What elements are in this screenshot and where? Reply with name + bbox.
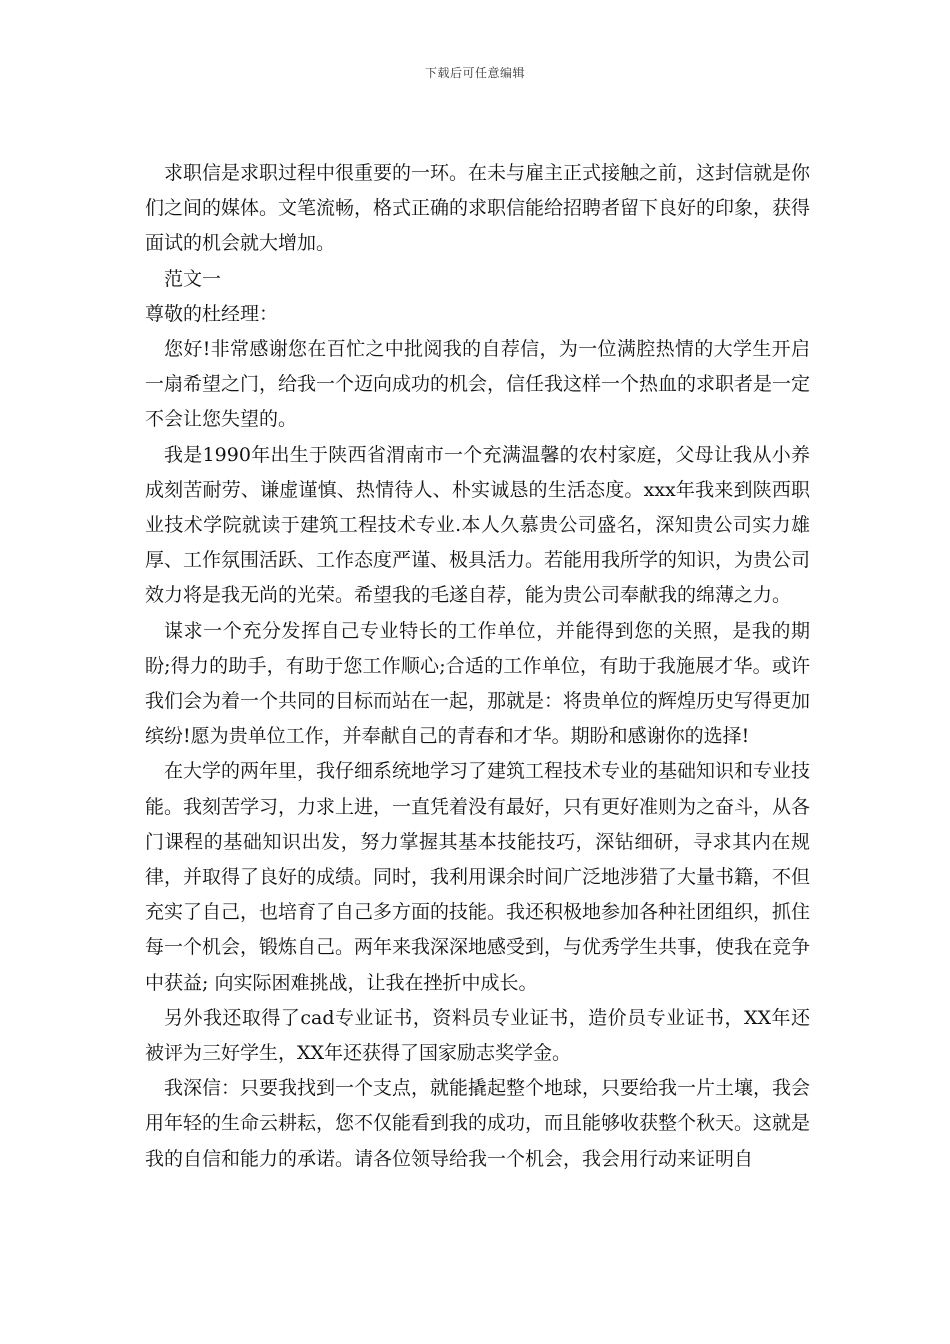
document-body: [145, 156, 810, 1177]
sample-heading: 范文一: [164, 267, 222, 290]
greeting-paragraph: 您好!非常感谢您在百忙之中批阅我的自荐信，为一位满腔热情的大学生开启一扇希望之门，给我一个迈向成功的机会，信任我这样一个热血的求职者是一定不会让您失望的。: [145, 338, 811, 431]
closing-paragraph: 我深信：只要我找到一个支点，就能撬起整个地球，只要给我一片土壤，我会用年轻的生命云耕耘，您不仅能看到我的成功，而且能够收获整个秋天。这就是我的自信和能力的承诺。请各位领导给我一个机会，我会用行动来证明自: [145, 1077, 811, 1170]
background-paragraph: 我是1990年出生于陕西省渭南市一个充满温馨的农村家庭，父母让我从小养成刻苦耐劳、谦虚谨慎、热情待人、朴实诚恳的生活态度。xxx年我来到陕西职业技术学院就读于建筑工程技术专业.本人久慕贵公司盛名，深知贵公司实力雄厚、工作氛围活跃、工作态度严谨、极具活力。若能用我所学的知识，为贵公司效力将是我无尚的光荣。希望我的毛遂自荐，能为贵公司奉献我的绵薄之力。: [145, 443, 811, 607]
page-header: 下载后可任意编辑: [424, 66, 525, 80]
intro-paragraph: 求职信是求职过程中很重要的一环。在未与雇主正式接触之前，这封信就是你们之间的媒体。文笔流畅，格式正确的求职信能给招聘者留下良好的印象，获得面试的机会就大增加。: [145, 162, 811, 255]
salutation: 尊敬的杜经理：: [145, 302, 279, 325]
education-paragraph: 在大学的两年里，我仔细系统地学习了建筑工程技术专业的基础知识和专业技能。我刻苦学习，力求上进，一直凭着没有最好，只有更好准则为之奋斗，从各门课程的基础知识出发，努力掌握其基本技能技巧，深钻细研，寻求其内在规律，并取得了良好的成绩。同时，我利用课余时间广泛地涉猎了大量书籍，不但充实了自己，也培育了自己多方面的技能。我还积极地参加各种社团组织，抓住每一个机会，锻炼自己。两年来我深深地感受到，与优秀学生共事，使我在竞争中获益; 向实际困难挑战，让我在挫折中成长。: [145, 760, 811, 994]
aspiration-paragraph: 谋求一个充分发挥自己专业特长的工作单位，并能得到您的关照，是我的期盼;得力的助手，有助于您工作顺心;合适的工作单位，有助于我施展才华。或许我们会为着一个共同的目标而站在一起，那就是：将贵单位的辉煌历史写得更加缤纷!愿为贵单位工作，并奉献自己的青春和才华。期盼和感谢你的选择!: [145, 619, 811, 748]
certificates-paragraph: 另外我还取得了cad专业证书，资料员专业证书，造价员专业证书，XX年还被评为三好学生，XX年还获得了国家励志奖学金。: [145, 1006, 810, 1065]
